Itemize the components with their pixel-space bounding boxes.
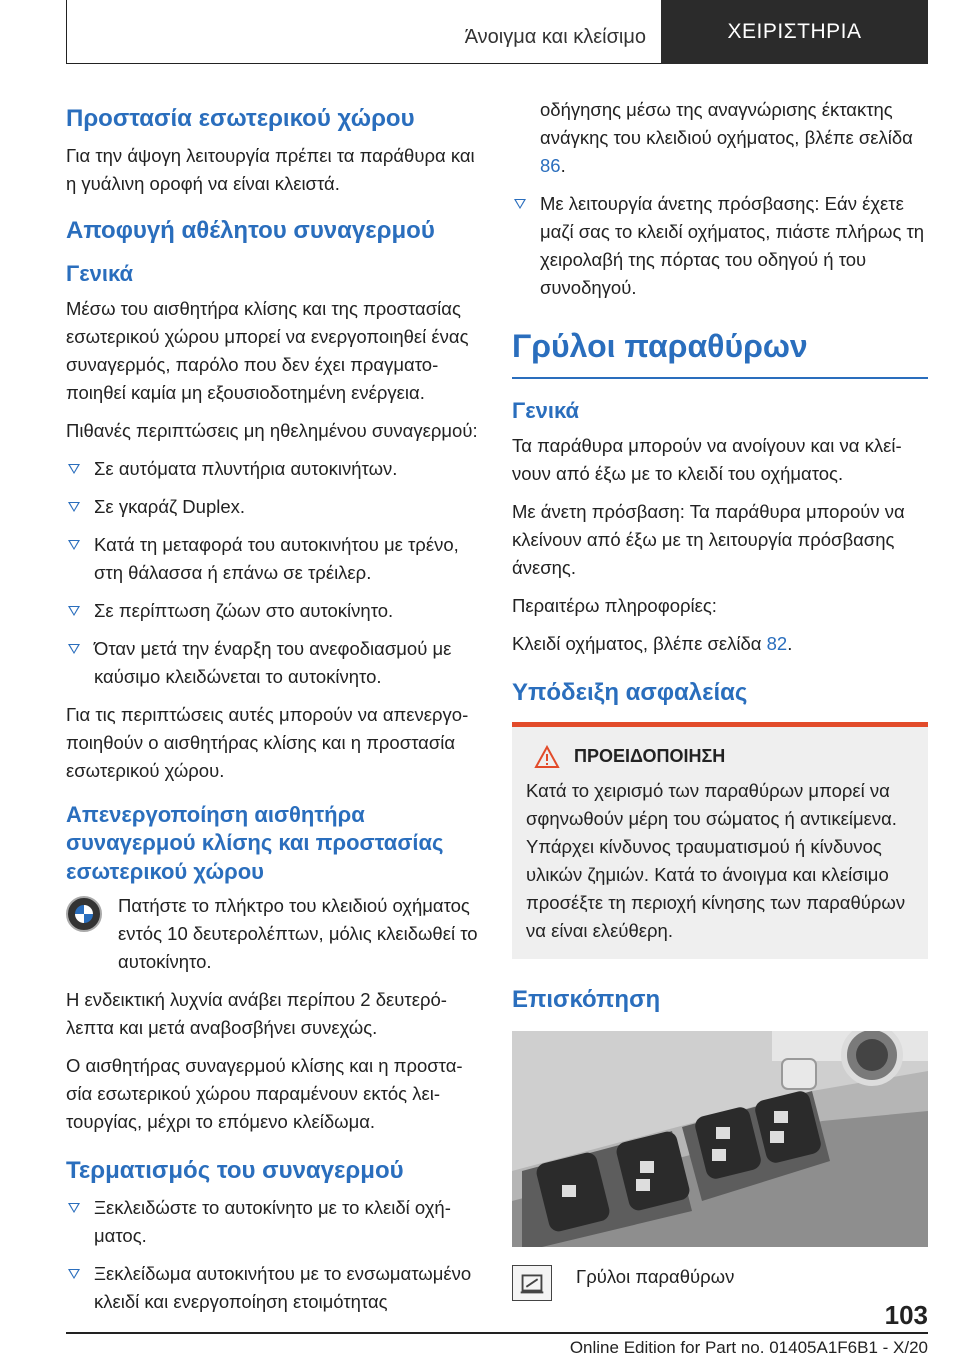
footer-edition: Online Edition for Part no. 01405A1F6B1 - X/20 — [569, 1338, 928, 1357]
paragraph-more-info: Περαιτέρω πληροφορίες: — [512, 594, 717, 616]
paragraph-key-reference: Κλειδί οχήματος, βλέπε σελίδα 82. — [512, 632, 793, 654]
list-item: Ξεκλείδωμα αυτοκινήτου με το ενσωματωμένο κλειδί και ενεργοποίηση ετοιμότητας — [66, 1260, 482, 1316]
paragraph-interior: Για την άψογη λειτουργία πρέπει τα παράθυρα και η γυάλινη οροφή να είναι κλειστά. — [66, 145, 475, 194]
bullet-triangle-icon — [68, 540, 80, 550]
heading-general: Γενικά — [66, 261, 134, 286]
paragraph-windows-2: Με άνετη πρόσβαση: Τα παράθυρα μπορούν να κλείνουν από έξω με τη λειτουργία πρόσβασης άνεσης. — [512, 500, 905, 578]
header-chapter-tab: ΧΕΙΡΙΣΤΗΡΙΑ — [661, 0, 928, 64]
heading-interior-protection: Προστασία εσωτερικού χώρου — [66, 105, 415, 132]
list-item: Όταν μετά την έναρξη του ανεφοδιασμού με καύσιμο κλειδώνεται το αυτοκίνητο. — [66, 635, 482, 691]
paragraph-continued: οδήγησης μέσω της αναγνώρισης έκτακτης ανάγκης του κλειδιού οχήματος, βλέπε σελίδα 86. — [540, 99, 913, 176]
heading-end-alarm: Τερματισμός του συναγερμού — [66, 1157, 404, 1185]
list-item: Κατά τη μεταφορά του αυτοκινήτου με τρένο, στη θάλασσα ή επάνω σε τρέιλερ. — [66, 531, 482, 587]
heading-overview: Επισκόπηση — [512, 985, 661, 1013]
heading-deactivate: Απενεργοποίηση αισθητήρα συναγερμού κλίσης και προστασίας εσωτερικού χώρου — [66, 801, 444, 884]
paragraph-remain-off: Ο αισθητήρας συναγερμού κλίσης και η προστασία εσωτερικού χώρου παραμένουν εκτός λειτουργίας, μέχρι το επόμενο κλείδωμα. — [66, 1055, 463, 1133]
bullet-triangle-icon — [68, 606, 80, 616]
list-item: Σε αυτόματα πλυντήρια αυτοκινήτων. — [66, 455, 482, 483]
paragraph-general: Μέσω του αισθητήρα κλίσης και της προστασίας εσωτερικού χώρου μπορεί να ενεργοποιηθεί ένας συναγερμός, παρόλο που δεν έχει πραγματοποιηθεί καμία μη εξουσιοδοτημένη ενέργεια. — [66, 297, 469, 403]
list-item: Με λειτουργία άνετης πρόσβασης: Εάν έχετε μαζί σας το κλειδί οχήματος, πιάστε πλήρως τη χειρολαβή της πόρτας του οδηγού ή του συνοδηγού. — [512, 190, 928, 302]
heading-rule — [512, 377, 928, 379]
bullet-triangle-icon — [68, 502, 80, 512]
bullet-triangle-icon — [68, 464, 80, 474]
list-item: Ξεκλειδώστε το αυτοκίνητο με το κλειδί οχήματος. — [66, 1194, 482, 1250]
right-column — [512, 96, 928, 1291]
left-column — [66, 96, 482, 1326]
heading-window-lifts: Γρύλοι παραθύρων — [512, 328, 808, 364]
bullet-triangle-icon — [68, 1203, 80, 1213]
bullet-triangle-icon — [68, 644, 80, 654]
list-item: Σε περίπτωση ζώων στο αυτοκίνητο. — [66, 597, 482, 625]
bullet-triangle-icon — [68, 1269, 80, 1279]
paragraph-indicator: Η ενδεικτική λυχνία ανάβει περίπου 2 δευτερόλεπτα και μετά αναβοσβήνει συνεχώς. — [66, 989, 447, 1039]
warning-triangle-icon — [534, 745, 560, 769]
page-link-82[interactable]: 82 — [766, 632, 788, 654]
page-link-86[interactable]: 86 — [540, 155, 561, 176]
footer-rule — [66, 1332, 928, 1334]
end-alarm-list — [66, 1194, 482, 1316]
warning-text: Κατά το χειρισμό των παραθύρων μπορεί να σφηνωθούν μέρη του σώματος ή αντικείμενα. Υπάρχει κίνδυνος τραυματισμού ή κίνδυνος υλικών ζημιών. Κατά το άνοιγμα και κλείσιμο προσέξτε τη περιοχή κίνησης των παραθύρων να είναι ελεύθερη. — [526, 779, 906, 941]
window-lift-icon — [512, 1265, 552, 1301]
photo-caption: Γρύλοι παραθύρων — [512, 1263, 928, 1291]
warning-box — [512, 722, 928, 959]
window-switches-photo — [512, 1031, 928, 1247]
heading-general-windows: Γενικά — [512, 398, 580, 423]
header-section-title: Άνοιγμα και κλείσιμο — [464, 26, 646, 48]
paragraph-deactivation-info: Για τις περιπτώσεις αυτές μπορούν να απενεργοποιηθούν ο αισθητήρας κλίσης και η προστασία εσωτερικού χώρου. — [66, 703, 469, 781]
heading-safety: Υπόδειξη ασφαλείας — [512, 678, 748, 706]
page-number: 103 — [884, 1300, 928, 1330]
paragraph-windows-1: Τα παράθυρα μπορούν να ανοίγουν και να κλείνουν από έξω με το κλειδί του οχήματος. — [512, 434, 902, 484]
paragraph-cases: Πιθανές περιπτώσεις μη ηθελημένου συναγερμού: — [66, 419, 478, 441]
cases-list — [66, 455, 482, 691]
list-item: Σε γκαράζ Duplex. — [66, 493, 482, 521]
bullet-triangle-icon — [514, 199, 526, 209]
heading-avoid-alarm: Αποφυγή αθέλητου συναγερμού — [66, 217, 435, 244]
bmw-key-button-icon — [66, 896, 102, 932]
comfort-list — [512, 190, 928, 302]
warning-title: ΠΡΟΕΙΔΟΠΟΙΗΣΗ — [526, 745, 914, 769]
paragraph-press-key: Πατήστε το πλήκτρο του κλειδιού οχήματος εντός 10 δευτερολέπτων, μόλις κλειδωθεί το αυτοκίνητο. — [66, 892, 482, 976]
